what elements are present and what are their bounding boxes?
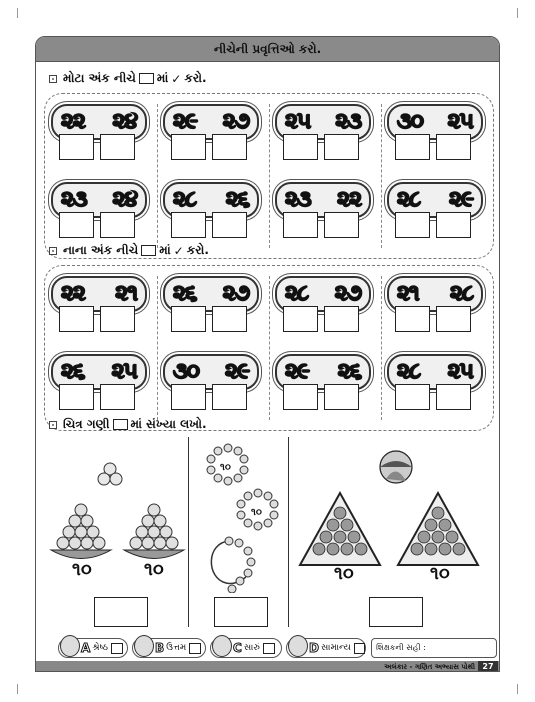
number-text: ૨૬ xyxy=(225,187,249,212)
smiley-icon xyxy=(134,635,154,657)
number-text: ૨૩ xyxy=(335,109,361,134)
number-text: ૨૮ xyxy=(397,187,421,212)
number-text: ૨૬ xyxy=(61,359,85,384)
number-text: ૨૧ xyxy=(115,281,137,306)
task1-panel xyxy=(44,93,494,259)
tick-boxes xyxy=(59,212,135,238)
number-text: ૨૫ xyxy=(447,359,473,384)
count-label: ૧૦ xyxy=(220,462,231,473)
crop-mark xyxy=(8,684,18,694)
grade-d: D સામાન્ય xyxy=(286,638,366,658)
tick-box[interactable] xyxy=(212,134,247,160)
tick-boxes xyxy=(283,212,359,238)
number-pair-card xyxy=(387,276,483,336)
tick-box[interactable] xyxy=(283,306,318,332)
answer-box[interactable] xyxy=(369,597,423,627)
count-label: ૧૦ xyxy=(251,507,262,518)
tick-boxes xyxy=(395,306,471,332)
crop-mark xyxy=(8,8,18,18)
number-pair-card xyxy=(163,104,259,164)
tick-box[interactable] xyxy=(324,306,359,332)
task2-instruction: નાના અંક નીચે માં ✓ કરો. xyxy=(49,243,209,258)
crop-mark xyxy=(517,684,527,694)
number-text: ૨૭ xyxy=(334,281,361,306)
number-text: ૨૩ xyxy=(285,187,311,212)
task3-instruction: ચિત્ર ગણી માં સંખ્યા લખો. xyxy=(49,417,207,432)
tick-boxes xyxy=(283,134,359,160)
tick-boxes xyxy=(171,306,247,332)
tick-box[interactable] xyxy=(171,212,206,238)
tick-box[interactable] xyxy=(395,384,430,410)
bead-illustration xyxy=(196,443,286,593)
smiley-icon xyxy=(60,635,80,657)
tick-box[interactable] xyxy=(59,306,94,332)
tick-boxes xyxy=(283,384,359,410)
tick-box[interactable] xyxy=(395,306,430,332)
number-text: ૨૬ xyxy=(173,281,197,306)
tick-boxes xyxy=(59,134,135,160)
number-text: ૨૫ xyxy=(285,109,311,134)
check-icon: ✓ xyxy=(171,71,182,86)
teacher-signature-field[interactable]: શિક્ષકની સહી : xyxy=(371,638,497,658)
tick-box[interactable] xyxy=(283,134,318,160)
tick-box[interactable] xyxy=(171,134,206,160)
tick-box[interactable] xyxy=(324,134,359,160)
worksheet-page xyxy=(35,36,500,672)
task1-instruction: મોટા અંક નીચે માં ✓ કરો. xyxy=(49,71,207,86)
number-text: ૨૮ xyxy=(397,359,421,384)
divider xyxy=(288,437,289,627)
publication-info: અલંકાર - ગણિત અભ્યાસ પોથી xyxy=(384,663,475,671)
number-text: ૨૪ xyxy=(112,109,137,134)
tick-boxes xyxy=(395,212,471,238)
bottom-bar xyxy=(36,661,500,672)
answer-box[interactable] xyxy=(94,597,148,627)
number-text: ૨૬ xyxy=(337,359,361,384)
number-text: ૨૨ xyxy=(337,187,361,212)
tick-box[interactable] xyxy=(59,212,94,238)
square-icon xyxy=(141,245,156,256)
tick-box[interactable] xyxy=(100,212,135,238)
square-icon xyxy=(113,419,128,430)
number-pair-card xyxy=(387,104,483,164)
task2-panel xyxy=(44,265,494,431)
apple-illustration xyxy=(46,455,186,585)
grade-checkbox[interactable] xyxy=(354,643,365,654)
tick-box[interactable] xyxy=(100,384,135,410)
tick-boxes xyxy=(171,134,247,160)
tick-box[interactable] xyxy=(324,384,359,410)
tick-box[interactable] xyxy=(436,134,471,160)
tick-box[interactable] xyxy=(100,134,135,160)
number-text: ૨૯ xyxy=(285,359,309,384)
tick-boxes xyxy=(171,212,247,238)
count-label: ૧૦ xyxy=(144,559,164,580)
grade-checkbox[interactable] xyxy=(111,643,123,654)
number-text: ૨૫ xyxy=(447,109,473,134)
tick-box[interactable] xyxy=(171,306,206,332)
tick-box[interactable] xyxy=(436,384,471,410)
tick-boxes xyxy=(283,306,359,332)
number-pair-card xyxy=(275,182,371,242)
page-title: નીચેની પ્રવૃત્તિઓ કરો. xyxy=(213,41,322,56)
tick-boxes xyxy=(171,384,247,410)
bullet-icon xyxy=(49,75,57,83)
number-text: ૩૦ xyxy=(397,109,423,134)
number-text: ૨૮ xyxy=(449,281,473,306)
number-text: ૨૯ xyxy=(225,359,249,384)
tick-box[interactable] xyxy=(283,384,318,410)
number-text: ૨૧ xyxy=(397,281,419,306)
divider xyxy=(157,104,158,248)
tick-box[interactable] xyxy=(212,306,247,332)
grade-c: C સારું xyxy=(210,638,282,658)
number-text: ૨૭ xyxy=(222,109,249,134)
tick-box[interactable] xyxy=(171,384,206,410)
answer-box[interactable] xyxy=(214,597,268,627)
grade-checkbox[interactable] xyxy=(189,643,201,654)
number-text: ૨૯ xyxy=(173,109,197,134)
tick-box[interactable] xyxy=(212,384,247,410)
count-label: ૧૦ xyxy=(430,563,450,584)
tick-boxes xyxy=(395,384,471,410)
number-pair-card xyxy=(387,182,483,242)
grade-checkbox[interactable] xyxy=(263,643,275,654)
number-text: ૨૩ xyxy=(61,187,87,212)
number-text: ૨૮ xyxy=(285,281,309,306)
tick-box[interactable] xyxy=(395,134,430,160)
count-label: ૧૦ xyxy=(334,563,354,584)
number-pair-card xyxy=(275,354,371,414)
number-text: ૨૭ xyxy=(222,281,249,306)
tick-box[interactable] xyxy=(59,384,94,410)
tick-box[interactable] xyxy=(324,212,359,238)
grade-b: B ઉત્તમ xyxy=(132,638,206,658)
number-text: ૩૦ xyxy=(173,359,199,384)
tick-box[interactable] xyxy=(59,134,94,160)
number-text: ૨૨ xyxy=(61,281,85,306)
divider xyxy=(269,276,270,420)
number-pair-card xyxy=(163,354,259,414)
number-pair-card xyxy=(51,354,147,414)
crop-mark xyxy=(517,8,527,18)
tick-box[interactable] xyxy=(212,212,247,238)
tick-box[interactable] xyxy=(436,306,471,332)
footer xyxy=(36,635,500,672)
number-pair-card xyxy=(275,276,371,336)
divider xyxy=(157,276,158,420)
grade-a: A શ્રેષ્ઠ xyxy=(58,638,128,658)
number-pair-card xyxy=(51,276,147,336)
number-text: ૨૨ xyxy=(61,109,85,134)
number-pair-card xyxy=(163,182,259,242)
page-number: 27 xyxy=(478,661,498,672)
divider xyxy=(381,104,382,248)
ball-illustration xyxy=(298,447,498,587)
number-text: ૨૮ xyxy=(173,187,197,212)
smiley-icon xyxy=(288,635,308,657)
number-text: ૨૫ xyxy=(111,359,137,384)
smiley-icon xyxy=(212,635,232,657)
tick-box[interactable] xyxy=(283,212,318,238)
number-text: ૨૪ xyxy=(112,187,137,212)
tick-box[interactable] xyxy=(100,306,135,332)
number-text: ૨૯ xyxy=(449,187,473,212)
number-pair-card xyxy=(275,104,371,164)
divider xyxy=(381,276,382,420)
divider xyxy=(188,437,189,627)
number-pair-card xyxy=(51,182,147,242)
bullet-icon xyxy=(49,421,57,429)
tick-boxes xyxy=(395,134,471,160)
number-pair-card xyxy=(163,276,259,336)
tick-boxes xyxy=(59,306,135,332)
divider xyxy=(269,104,270,248)
count-label: ૧૦ xyxy=(72,559,92,580)
tick-box[interactable] xyxy=(436,212,471,238)
check-icon: ✓ xyxy=(173,243,184,258)
bullet-icon xyxy=(49,247,57,255)
tick-boxes xyxy=(59,384,135,410)
tick-box[interactable] xyxy=(395,212,430,238)
square-icon xyxy=(139,73,154,84)
header-bar xyxy=(36,37,499,62)
number-pair-card xyxy=(387,354,483,414)
number-pair-card xyxy=(51,104,147,164)
